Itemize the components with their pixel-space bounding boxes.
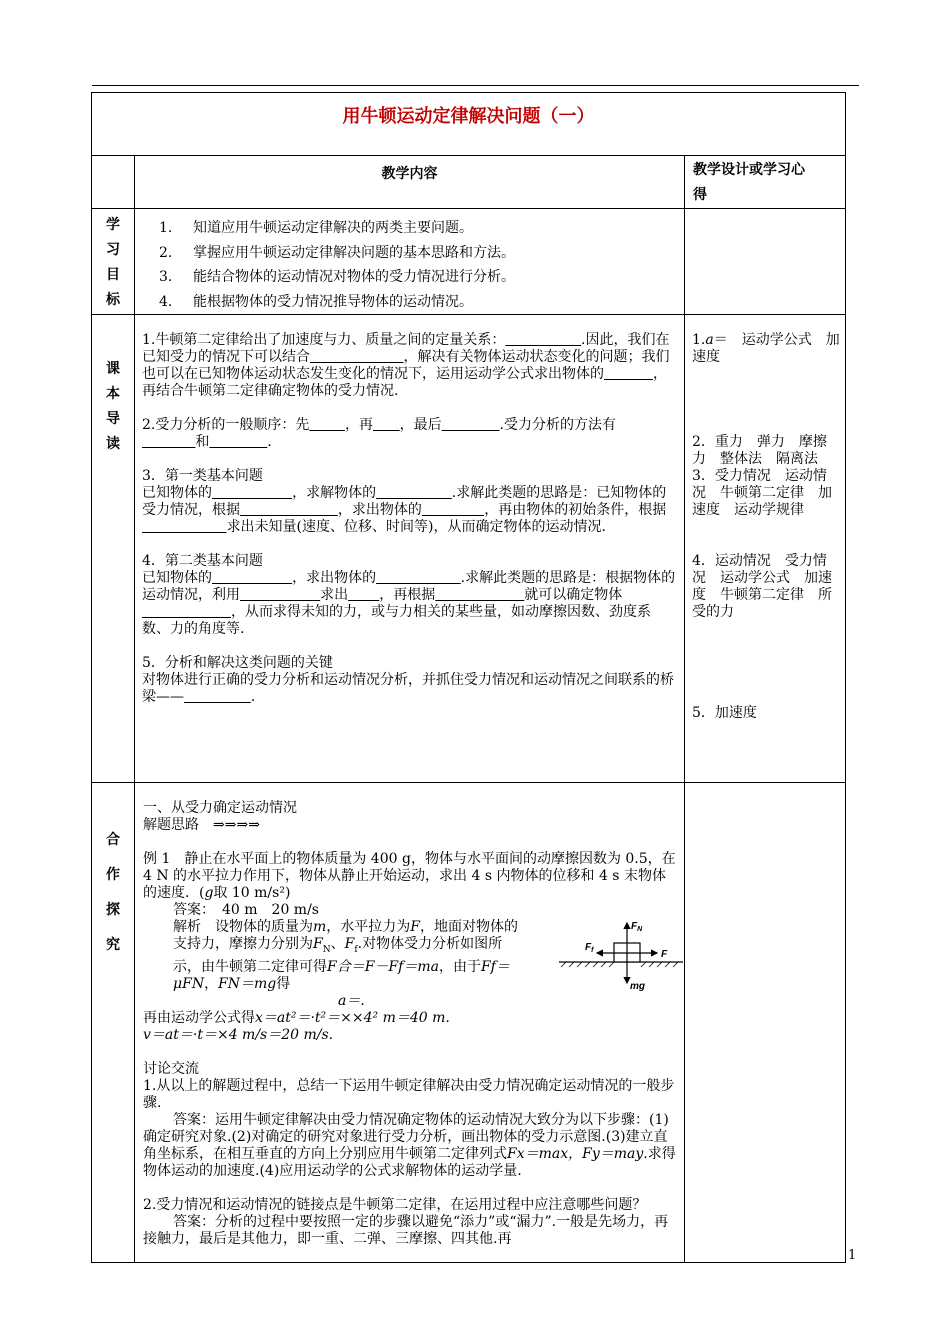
note-2: 2．重力 弹力 摩擦力 整体法 隔离法 [692,434,827,467]
page-number: 1 [848,1248,857,1263]
coop-heading: 一、从受力确定运动情况 [143,800,297,816]
guide-content [135,315,685,783]
header-design: 教学设计或学习心 得 [685,156,846,209]
note-1: 1.a＝ 运动学公式 加速度 [692,332,840,365]
goal-item: 3. 能结合物体的运动情况对物体的受力情况进行分析。 [159,269,515,285]
guide-notes [685,315,846,783]
label-FN: $F_N$ [631,921,643,933]
page-title: 用牛顿运动定律解决问题（一） [92,93,846,156]
lesson-table [91,92,846,1263]
goals-notes [685,209,846,315]
question-2: 2.受力情况和运动情况的链接点是牛顿第二定律，在运用过程中应注意哪些问题？ [143,1196,647,1213]
answer-2: 答案：分析的过程中要按照一定的步骤以避免“添力”或“漏力”.一般是先场力，再接触力，最后是其他力，即一重、二弹、三摩擦、四其他.再 [143,1213,669,1247]
top-rule [92,85,859,86]
section-label-guide: 课 本 导 读 [92,315,135,783]
guide-p4: 4．第二类基本问题 已知物体的 ，求出物体的 .求解此类题的思路是：根据物体的运动情况，利用 求出 ，再根据 就可以确定物体 ，从而求得未知的力，或与力相关的某些量，如动摩擦因数、劲度系数、力的角度等. [142,553,676,637]
section-label-coop: 合 作 探 究 [92,783,135,1263]
guide-p2: 2.受力分析的一般顺序：先 ，再 ，最后 .受力分析的方法有 和 . [142,417,616,450]
example-solution: 解析 设物体的质量为m，水平拉力为F，地面对物体的支持力，摩擦力分别为$F_N$、$F_f$.对物体受力分析如图所示，由牛顿第二定律可得F合＝F－Ff＝ma，由于Ff＝μFN，FN＝mg得 [173,919,518,992]
guide-p3: 3．第一类基本问题 已知物体的 ，求解物体的 .求解此类题的思路是：已知物体的受力情况，根据 ，求出物体的 ，再由物体的初始条件，根据 求出未知量(速度、位移、时间等)，从而确定物体的运动情况. [142,468,667,535]
discussion-title: 讨论交流 [143,1060,199,1077]
ground-hatch [561,962,678,967]
coop-content: 一、从受力确定运动情况 解题思路 ⇒⇒⇒⇒ 例 1 静止在水平面上的物体质量为 400 g，物体与水平面间的动摩擦因数为 0.5，在 4 N 的水平拉力作用下，物体从静止开始运动，求出 4 s 内物体的位移和 4 s 末物体的速度．(g取 10 m/s²) 答案： 40 m 20 m/s 解析 设物体的质量为m，水平拉力为F，地面对物体的支持力，摩擦力分别为$F_N$、$F_f$.对物体受力分析如图所示，由牛顿第二定律可得F合＝F－Ff＝ma，由于Ff＝μFN，FN＝mg得 a＝. 再由运动学公式得x＝at²＝·t²＝××4² m＝40 m. v＝at＝·t＝×4 m/s＝20 m/s. 讨论交流 1.从以上的解题过程中，总结一下运用牛顿定律解决由受力情况确定运动情况的一般步骤. 答案：运用牛顿定律解决由受力情况确定物体的运动情况大致分为以下步骤：(1)确定研究对象.(2)对确定的研究对象进行受力分析，画出物体的受力示意图.(3)建立直角坐标系，在相互垂直的方向上分别应用牛顿第二定律列式Fx＝max，Fy＝may.求得物体运动的加速度.(4)应用运动学的公式求解物体的运动学量. 2.受力情况和运动情况的链接点是牛顿第二定律，在运用过程中应注意哪些问题？ 答案：分析的过程中要按照一定的步骤以避免“添力”或“漏力”.一般是先场力，再接触力，最后是其他力，即一重、二弹、三摩擦、四其他.再 [135,783,685,1263]
example-answer: 答案： 40 m 20 m/s [173,902,319,918]
coop-notes [685,783,846,1263]
kinematics-v: v＝at＝·t＝×4 m/s＝20 m/s. [143,1026,334,1043]
goal-item: 4. 能根据物体的受力情况推导物体的运动情况。 [159,293,473,310]
coop-approach: 解题思路 ⇒⇒⇒⇒ [143,817,260,833]
goal-item: 1. 知道应用牛顿运动定律解决的两类主要问题。 [159,220,473,236]
goals-list [135,209,685,315]
header-content: 教学内容 [135,156,685,209]
header-blank [92,156,135,209]
guide-p1: 1.牛顿第二定律给出了加速度与力、质量之间的定量关系： .因此，我们在已知受力的情况下可以结合 ，解决有关物体运动状态变化的问题；我们也可以在已知物体运动状态发生变化的情况下，运用运动学公式求出物体的 ，再结合牛顿第二定律确定物体的受力情况. [142,332,670,399]
question-1: 1.从以上的解题过程中，总结一下运用牛顿定律解决由受力情况确定运动情况的一般步骤. [143,1077,675,1111]
force-diagram [557,917,687,993]
kinematics-x: 再由运动学公式得x＝at²＝·t²＝××4² m＝40 m. [143,1009,450,1026]
note-3: 3．受力情况 运动情况 牛顿第二定律 加速度 运动学规律 [692,468,832,518]
section-label-goals: 学 习 目 标 [92,209,135,315]
answer-1: 答案：运用牛顿定律解决由受力情况确定物体的运动情况大致分为以下步骤：(1)确定研究对象.(2)对确定的研究对象进行受力分析，画出物体的受力示意图.(3)建立直角坐标系，在相互垂直的方向上分别应用牛顿第二定律列式Fx＝max，Fy＝may.求得物体运动的加速度.(4)应用运动学的公式求解物体的运动学量. [143,1111,676,1179]
label-F: F [661,949,668,960]
label-mg: mg [630,981,645,992]
label-Ff: $F_f$ [585,942,594,954]
note-5: 5．加速度 [692,705,757,721]
example-1: 例 1 静止在水平面上的物体质量为 400 g，物体与水平面间的动摩擦因数为 0.5，在 4 N 的水平拉力作用下，物体从静止开始运动，求出 4 s 内物体的位移和 4 s 末物体的速度．(g取 10 m/s²) [143,851,676,901]
note-4: 4．运动情况 受力情况 运动学公式 加速度 牛顿第二定律 所受的力 [692,553,832,620]
goal-item: 2. 掌握应用牛顿运动定律解决问题的基本思路和方法。 [159,244,515,261]
guide-p5: 5．分析和解决这类问题的关键 对物体进行正确的受力分析和运动情况分析，并抓住受力情况和运动情况之间联系的桥梁—— . [142,655,674,705]
